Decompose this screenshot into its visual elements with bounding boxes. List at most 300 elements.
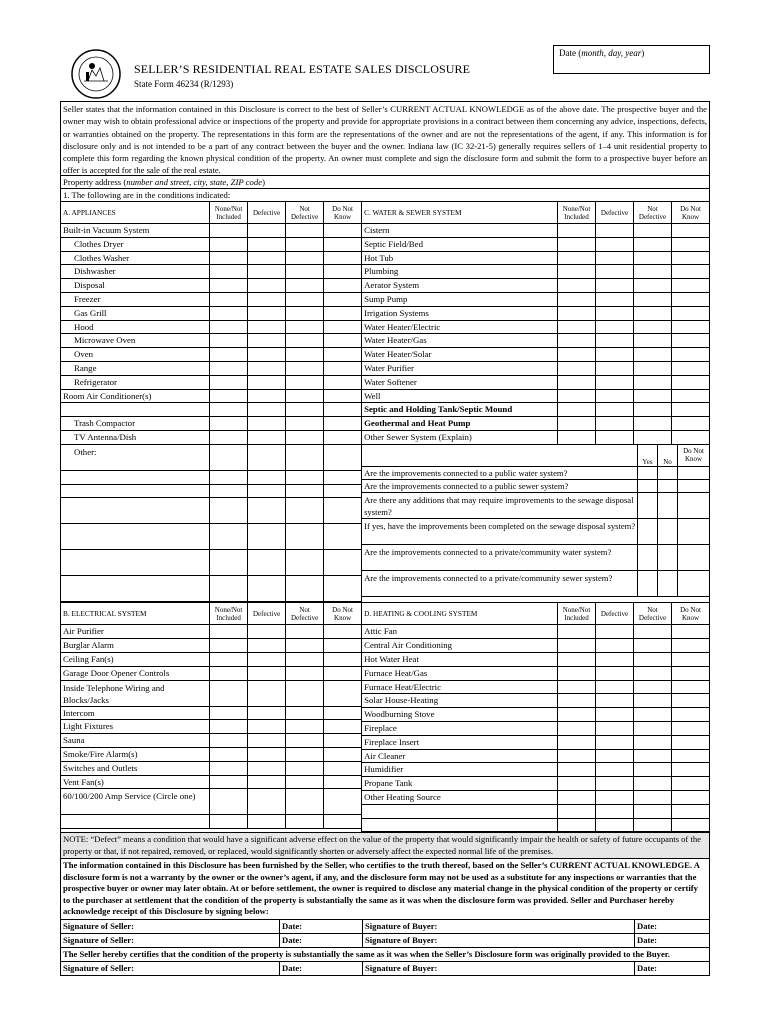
check-box[interactable] — [247, 639, 285, 652]
check-box[interactable] — [323, 403, 361, 416]
no-box[interactable] — [657, 480, 677, 492]
check-box[interactable] — [209, 224, 247, 237]
check-box[interactable] — [323, 390, 361, 403]
check-box[interactable] — [323, 307, 361, 320]
check-box[interactable] — [209, 265, 247, 278]
check-box[interactable] — [557, 777, 595, 790]
check-box[interactable] — [595, 390, 633, 403]
check-box[interactable] — [247, 403, 285, 416]
check-box[interactable] — [247, 238, 285, 251]
seller-signature-2[interactable]: Signature of Seller: — [61, 934, 280, 947]
check-box[interactable] — [285, 625, 323, 638]
check-box[interactable] — [285, 265, 323, 278]
check-box[interactable] — [557, 805, 595, 818]
check-box[interactable] — [671, 681, 709, 694]
seller-date-3[interactable]: Date: — [280, 962, 363, 975]
check-box[interactable] — [595, 694, 633, 707]
check-box[interactable] — [671, 390, 709, 403]
check-box[interactable] — [323, 485, 361, 498]
check-box[interactable] — [285, 576, 323, 601]
check-box[interactable] — [285, 307, 323, 320]
check-box[interactable] — [209, 776, 247, 789]
check-box[interactable] — [285, 639, 323, 652]
check-box[interactable] — [671, 750, 709, 763]
check-box[interactable] — [323, 445, 361, 470]
check-box[interactable] — [557, 279, 595, 292]
check-box[interactable] — [671, 224, 709, 237]
check-box[interactable] — [285, 252, 323, 265]
check-box[interactable] — [595, 722, 633, 735]
check-box[interactable] — [247, 445, 285, 470]
check-box[interactable] — [247, 734, 285, 747]
check-box[interactable] — [209, 762, 247, 775]
check-box[interactable] — [209, 550, 247, 575]
check-box[interactable] — [633, 334, 671, 347]
no-box[interactable] — [657, 493, 677, 518]
check-box[interactable] — [671, 362, 709, 375]
check-box[interactable] — [671, 694, 709, 707]
yes-box[interactable] — [637, 571, 657, 596]
yes-box[interactable] — [637, 493, 657, 518]
check-box[interactable] — [209, 307, 247, 320]
check-box[interactable] — [595, 805, 633, 818]
check-box[interactable] — [323, 279, 361, 292]
check-box[interactable] — [633, 763, 671, 776]
check-box[interactable] — [285, 445, 323, 470]
check-box[interactable] — [671, 376, 709, 389]
check-box[interactable] — [633, 736, 671, 749]
check-box[interactable] — [285, 293, 323, 306]
check-box[interactable] — [557, 653, 595, 666]
check-box[interactable] — [671, 431, 709, 444]
check-box[interactable] — [595, 431, 633, 444]
seller-signature-1[interactable]: Signature of Seller: — [61, 920, 280, 933]
check-box[interactable] — [285, 485, 323, 498]
check-box[interactable] — [671, 348, 709, 361]
check-box[interactable] — [285, 498, 323, 523]
check-box[interactable] — [557, 625, 595, 638]
check-box[interactable] — [557, 224, 595, 237]
check-box[interactable] — [285, 238, 323, 251]
check-box[interactable] — [247, 321, 285, 334]
buyer-date-1[interactable]: Date: — [637, 920, 658, 931]
check-box[interactable] — [285, 734, 323, 747]
check-box[interactable] — [633, 293, 671, 306]
check-box[interactable] — [323, 498, 361, 523]
check-box[interactable] — [209, 720, 247, 733]
check-box[interactable] — [285, 762, 323, 775]
check-box[interactable] — [209, 334, 247, 347]
check-box[interactable] — [209, 625, 247, 638]
blank-label[interactable] — [61, 524, 209, 549]
check-box[interactable] — [247, 789, 285, 814]
check-box[interactable] — [209, 445, 247, 470]
yes-box[interactable] — [637, 467, 657, 479]
check-box[interactable] — [323, 417, 361, 430]
check-box[interactable] — [671, 417, 709, 430]
check-box[interactable] — [285, 334, 323, 347]
check-box[interactable] — [671, 736, 709, 749]
check-box[interactable] — [671, 321, 709, 334]
check-box[interactable] — [285, 550, 323, 575]
check-box[interactable] — [285, 815, 323, 828]
check-box[interactable] — [209, 681, 247, 706]
check-box[interactable] — [247, 471, 285, 484]
check-box[interactable] — [557, 736, 595, 749]
check-box[interactable] — [247, 748, 285, 761]
check-box[interactable] — [595, 750, 633, 763]
check-box[interactable] — [323, 524, 361, 549]
check-box[interactable] — [595, 307, 633, 320]
check-box[interactable] — [323, 734, 361, 747]
blank-label[interactable] — [61, 485, 209, 498]
check-box[interactable] — [323, 815, 361, 828]
check-box[interactable] — [557, 252, 595, 265]
check-box[interactable] — [595, 334, 633, 347]
check-box[interactable] — [285, 653, 323, 666]
dont-know-box[interactable] — [677, 467, 709, 479]
check-box[interactable] — [557, 376, 595, 389]
check-box[interactable] — [247, 252, 285, 265]
check-box[interactable] — [323, 252, 361, 265]
check-box[interactable] — [671, 334, 709, 347]
check-box[interactable] — [285, 321, 323, 334]
check-box[interactable] — [633, 376, 671, 389]
seller-date-1[interactable]: Date: — [280, 920, 363, 933]
check-box[interactable] — [595, 265, 633, 278]
check-box[interactable] — [633, 279, 671, 292]
check-box[interactable] — [557, 307, 595, 320]
check-box[interactable] — [633, 667, 671, 680]
check-box[interactable] — [209, 653, 247, 666]
check-box[interactable] — [671, 722, 709, 735]
check-box[interactable] — [285, 362, 323, 375]
check-box[interactable] — [285, 707, 323, 720]
check-box[interactable] — [247, 776, 285, 789]
date-field[interactable] — [553, 45, 710, 74]
check-box[interactable] — [595, 279, 633, 292]
check-box[interactable] — [633, 362, 671, 375]
check-box[interactable] — [671, 777, 709, 790]
check-box[interactable] — [285, 776, 323, 789]
check-box[interactable] — [595, 348, 633, 361]
check-box[interactable] — [633, 224, 671, 237]
check-box[interactable] — [285, 471, 323, 484]
yes-box[interactable] — [637, 545, 657, 570]
check-box[interactable] — [209, 279, 247, 292]
check-box[interactable] — [671, 653, 709, 666]
check-box[interactable] — [595, 681, 633, 694]
check-box[interactable] — [209, 321, 247, 334]
check-box[interactable] — [557, 819, 595, 832]
buyer-signature-2[interactable]: Signature of Buyer: — [363, 934, 635, 947]
check-box[interactable] — [323, 265, 361, 278]
check-box[interactable] — [323, 625, 361, 638]
check-box[interactable] — [671, 625, 709, 638]
check-box[interactable] — [247, 720, 285, 733]
check-box[interactable] — [323, 789, 361, 814]
check-box[interactable] — [209, 748, 247, 761]
check-box[interactable] — [323, 471, 361, 484]
check-box[interactable] — [557, 348, 595, 361]
check-box[interactable] — [633, 681, 671, 694]
check-box[interactable] — [633, 653, 671, 666]
no-box[interactable] — [657, 467, 677, 479]
check-box[interactable] — [323, 293, 361, 306]
no-box[interactable] — [657, 571, 677, 596]
check-box[interactable] — [633, 722, 671, 735]
check-box[interactable] — [633, 417, 671, 430]
check-box[interactable] — [557, 293, 595, 306]
check-box[interactable] — [209, 576, 247, 601]
check-box[interactable] — [323, 576, 361, 601]
check-box[interactable] — [557, 694, 595, 707]
check-box[interactable] — [633, 819, 671, 832]
check-box[interactable] — [671, 805, 709, 818]
dont-know-box[interactable] — [677, 519, 709, 544]
check-box[interactable] — [595, 403, 633, 416]
check-box[interactable] — [247, 390, 285, 403]
check-box[interactable] — [323, 776, 361, 789]
check-box[interactable] — [247, 293, 285, 306]
check-box[interactable] — [285, 524, 323, 549]
check-box[interactable] — [209, 471, 247, 484]
check-box[interactable] — [247, 431, 285, 444]
check-box[interactable] — [557, 791, 595, 804]
check-box[interactable] — [209, 639, 247, 652]
check-box[interactable] — [247, 265, 285, 278]
check-box[interactable] — [247, 524, 285, 549]
check-box[interactable] — [595, 667, 633, 680]
check-box[interactable] — [633, 750, 671, 763]
check-box[interactable] — [323, 653, 361, 666]
check-box[interactable] — [209, 417, 247, 430]
check-box[interactable] — [557, 403, 595, 416]
check-box[interactable] — [209, 815, 247, 828]
check-box[interactable] — [671, 763, 709, 776]
check-box[interactable] — [671, 307, 709, 320]
check-box[interactable] — [247, 762, 285, 775]
check-box[interactable] — [557, 417, 595, 430]
check-box[interactable] — [209, 789, 247, 814]
check-box[interactable] — [323, 748, 361, 761]
buyer-signature-3[interactable]: Signature of Buyer: — [363, 962, 635, 975]
check-box[interactable] — [557, 681, 595, 694]
yes-box[interactable] — [637, 480, 657, 492]
buyer-date-3[interactable]: Date: — [637, 963, 658, 974]
check-box[interactable] — [633, 252, 671, 265]
check-box[interactable] — [557, 390, 595, 403]
check-box[interactable] — [285, 681, 323, 706]
property-address-field[interactable] — [61, 176, 709, 189]
check-box[interactable] — [285, 667, 323, 680]
check-box[interactable] — [633, 390, 671, 403]
check-box[interactable] — [285, 417, 323, 430]
check-box[interactable] — [209, 707, 247, 720]
check-box[interactable] — [247, 815, 285, 828]
check-box[interactable] — [323, 639, 361, 652]
check-box[interactable] — [633, 639, 671, 652]
check-box[interactable] — [595, 293, 633, 306]
check-box[interactable] — [285, 279, 323, 292]
dont-know-box[interactable] — [677, 493, 709, 518]
check-box[interactable] — [633, 791, 671, 804]
check-box[interactable] — [671, 238, 709, 251]
check-box[interactable] — [595, 777, 633, 790]
check-box[interactable] — [557, 334, 595, 347]
check-box[interactable] — [671, 265, 709, 278]
dont-know-box[interactable] — [677, 480, 709, 492]
check-box[interactable] — [595, 362, 633, 375]
check-box[interactable] — [209, 667, 247, 680]
check-box[interactable] — [633, 708, 671, 721]
check-box[interactable] — [323, 667, 361, 680]
check-box[interactable] — [285, 376, 323, 389]
check-box[interactable] — [209, 376, 247, 389]
check-box[interactable] — [595, 736, 633, 749]
check-box[interactable] — [671, 667, 709, 680]
blank-label[interactable] — [61, 576, 209, 601]
no-box[interactable] — [657, 545, 677, 570]
check-box[interactable] — [557, 431, 595, 444]
dont-know-box[interactable] — [677, 545, 709, 570]
check-box[interactable] — [557, 750, 595, 763]
check-box[interactable] — [247, 376, 285, 389]
check-box[interactable] — [247, 307, 285, 320]
check-box[interactable] — [209, 238, 247, 251]
check-box[interactable] — [557, 708, 595, 721]
check-box[interactable] — [323, 224, 361, 237]
check-box[interactable] — [209, 403, 247, 416]
check-box[interactable] — [247, 681, 285, 706]
check-box[interactable] — [595, 653, 633, 666]
check-box[interactable] — [595, 376, 633, 389]
buyer-date-2[interactable]: Date: — [637, 934, 658, 945]
check-box[interactable] — [247, 485, 285, 498]
check-box[interactable] — [247, 279, 285, 292]
check-box[interactable] — [209, 524, 247, 549]
check-box[interactable] — [557, 639, 595, 652]
check-box[interactable] — [557, 667, 595, 680]
check-box[interactable] — [633, 321, 671, 334]
seller-date-2[interactable]: Date: — [280, 934, 363, 947]
check-box[interactable] — [633, 694, 671, 707]
check-box[interactable] — [633, 625, 671, 638]
check-box[interactable] — [247, 334, 285, 347]
blank-label[interactable] — [61, 498, 209, 523]
check-box[interactable] — [247, 362, 285, 375]
check-box[interactable] — [209, 485, 247, 498]
blank-label[interactable] — [61, 471, 209, 484]
check-box[interactable] — [595, 625, 633, 638]
check-box[interactable] — [671, 708, 709, 721]
check-box[interactable] — [323, 362, 361, 375]
check-box[interactable] — [323, 762, 361, 775]
check-box[interactable] — [595, 417, 633, 430]
check-box[interactable] — [209, 431, 247, 444]
check-box[interactable] — [557, 238, 595, 251]
check-box[interactable] — [247, 625, 285, 638]
check-box[interactable] — [285, 348, 323, 361]
check-box[interactable] — [285, 789, 323, 814]
check-box[interactable] — [671, 279, 709, 292]
check-box[interactable] — [209, 252, 247, 265]
check-box[interactable] — [633, 777, 671, 790]
check-box[interactable] — [247, 417, 285, 430]
check-box[interactable] — [595, 819, 633, 832]
no-box[interactable] — [657, 519, 677, 544]
check-box[interactable] — [285, 390, 323, 403]
check-box[interactable] — [633, 348, 671, 361]
yes-box[interactable] — [637, 519, 657, 544]
check-box[interactable] — [323, 334, 361, 347]
check-box[interactable] — [209, 390, 247, 403]
check-box[interactable] — [595, 321, 633, 334]
dont-know-box[interactable] — [677, 571, 709, 596]
check-box[interactable] — [209, 348, 247, 361]
check-box[interactable] — [595, 791, 633, 804]
check-box[interactable] — [633, 403, 671, 416]
check-box[interactable] — [247, 498, 285, 523]
check-box[interactable] — [323, 238, 361, 251]
check-box[interactable] — [595, 252, 633, 265]
check-box[interactable] — [285, 431, 323, 444]
check-box[interactable] — [285, 748, 323, 761]
check-box[interactable] — [557, 321, 595, 334]
check-box[interactable] — [671, 252, 709, 265]
buyer-signature-1[interactable]: Signature of Buyer: — [363, 920, 635, 933]
check-box[interactable] — [671, 293, 709, 306]
check-box[interactable] — [323, 321, 361, 334]
blank-label[interactable] — [61, 550, 209, 575]
check-box[interactable] — [557, 362, 595, 375]
check-box[interactable] — [323, 376, 361, 389]
check-box[interactable] — [323, 348, 361, 361]
check-box[interactable] — [247, 707, 285, 720]
check-box[interactable] — [285, 224, 323, 237]
check-box[interactable] — [247, 576, 285, 601]
check-box[interactable] — [209, 498, 247, 523]
check-box[interactable] — [633, 307, 671, 320]
check-box[interactable] — [633, 431, 671, 444]
check-box[interactable] — [247, 667, 285, 680]
check-box[interactable] — [671, 819, 709, 832]
check-box[interactable] — [595, 708, 633, 721]
check-box[interactable] — [247, 653, 285, 666]
check-box[interactable] — [595, 763, 633, 776]
check-box[interactable] — [209, 293, 247, 306]
seller-signature-3[interactable]: Signature of Seller: — [61, 962, 280, 975]
check-box[interactable] — [209, 362, 247, 375]
check-box[interactable] — [671, 403, 709, 416]
check-box[interactable] — [323, 720, 361, 733]
check-box[interactable] — [595, 224, 633, 237]
check-box[interactable] — [247, 550, 285, 575]
check-box[interactable] — [323, 707, 361, 720]
check-box[interactable] — [595, 639, 633, 652]
check-box[interactable] — [323, 681, 361, 706]
check-box[interactable] — [633, 265, 671, 278]
check-box[interactable] — [247, 348, 285, 361]
check-box[interactable] — [285, 403, 323, 416]
check-box[interactable] — [671, 791, 709, 804]
check-box[interactable] — [557, 763, 595, 776]
check-box[interactable] — [633, 238, 671, 251]
check-box[interactable] — [323, 431, 361, 444]
check-box[interactable] — [633, 805, 671, 818]
check-box[interactable] — [209, 734, 247, 747]
check-box[interactable] — [557, 265, 595, 278]
